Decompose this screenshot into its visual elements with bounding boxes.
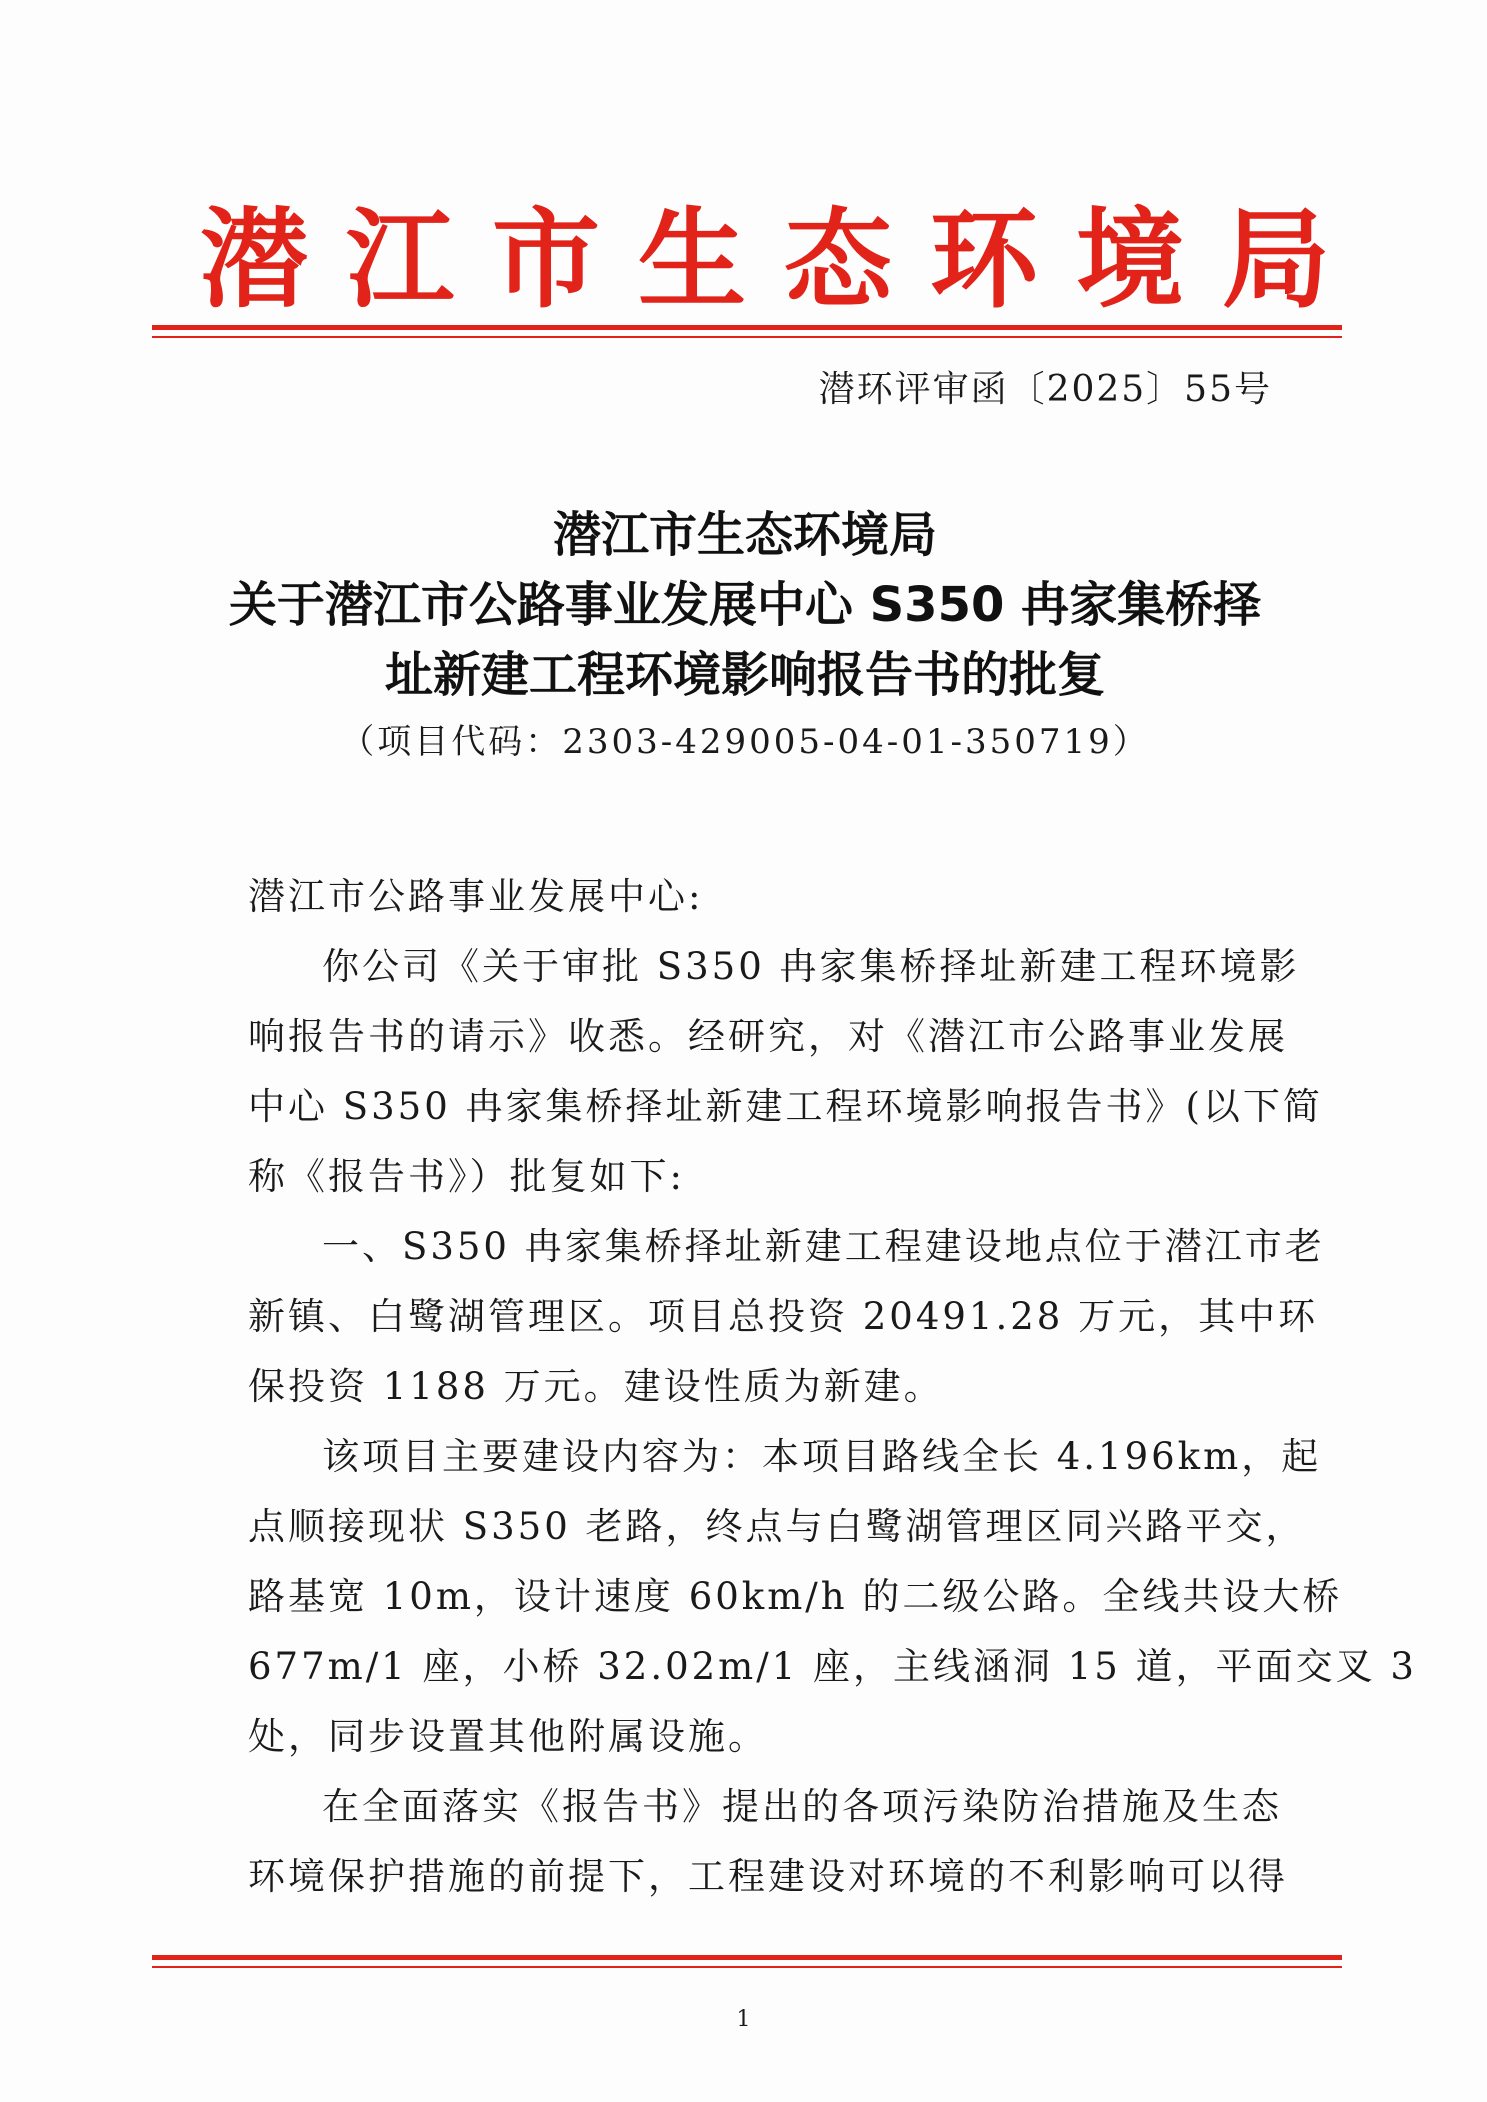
document-title-block <box>150 500 1340 768</box>
paragraph-4-line-2: 环境保护措施的前提下，工程建设对环境的不利影响可以得 <box>248 1855 1288 1898</box>
paragraph-4-line-1: 在全面落实《报告书》提出的各项污染防治措施及生态 <box>322 1785 1282 1828</box>
paragraph-1-line-3: 中心 S350 冉家集桥择址新建工程环境影响报告书》(以下简 <box>248 1085 1323 1128</box>
header-red-rule-thin <box>152 336 1342 338</box>
document-body <box>248 862 1417 1912</box>
paragraph-3-line-4: 677m/1 座，小桥 32.02m/1 座，主线涵洞 15 道，平面交叉 3 <box>248 1645 1417 1688</box>
title-line-3: 址新建工程环境影响报告书的批复 <box>384 647 1105 703</box>
project-code: （项目代码：2303-429005-04-01-350719） <box>340 722 1150 762</box>
agency-header-title: 潜江市生态环境局 <box>200 197 1369 323</box>
recipient: 潜江市公路事业发展中心: <box>248 875 704 918</box>
document-number: 潜环评审函〔2025〕55号 <box>818 369 1272 410</box>
paragraph-2-line-3: 保投资 1188 万元。建设性质为新建。 <box>248 1365 944 1408</box>
paragraph-3-line-1: 该项目主要建设内容为：本项目路线全长 4.196km，起 <box>322 1435 1322 1478</box>
paragraph-3-line-2: 点顺接现状 S350 老路，终点与白鹭湖管理区同兴路平交， <box>248 1505 1306 1548</box>
paragraph-2-line-2: 新镇、白鹭湖管理区。项目总投资 20491.28 万元，其中环 <box>248 1295 1319 1338</box>
title-line-2: 关于潜江市公路事业发展中心 S350 冉家集桥择 <box>228 577 1262 633</box>
paragraph-3-line-3: 路基宽 10m，设计速度 60km/h 的二级公路。全线共设大桥 <box>248 1575 1343 1618</box>
paragraph-3-line-5: 处，同步设置其他附属设施。 <box>248 1715 768 1758</box>
footer-red-rule <box>152 1955 1342 1960</box>
header-red-rule <box>152 325 1342 330</box>
title-line-1: 潜江市生态环境局 <box>552 507 937 563</box>
paragraph-1-line-2: 响报告书的请示》收悉。经研究，对《潜江市公路事业发展 <box>248 1015 1288 1058</box>
paragraph-2-line-1: 一、S350 冉家集桥择址新建工程建设地点位于潜江市老 <box>322 1225 1325 1268</box>
page-number: 1 <box>736 2007 751 2032</box>
paragraph-1-line-1: 你公司《关于审批 S350 冉家集桥择址新建工程环境影 <box>322 945 1300 988</box>
footer-red-rule-thin <box>152 1966 1342 1968</box>
paragraph-1-line-4: 称《报告书》）批复如下: <box>248 1155 685 1198</box>
